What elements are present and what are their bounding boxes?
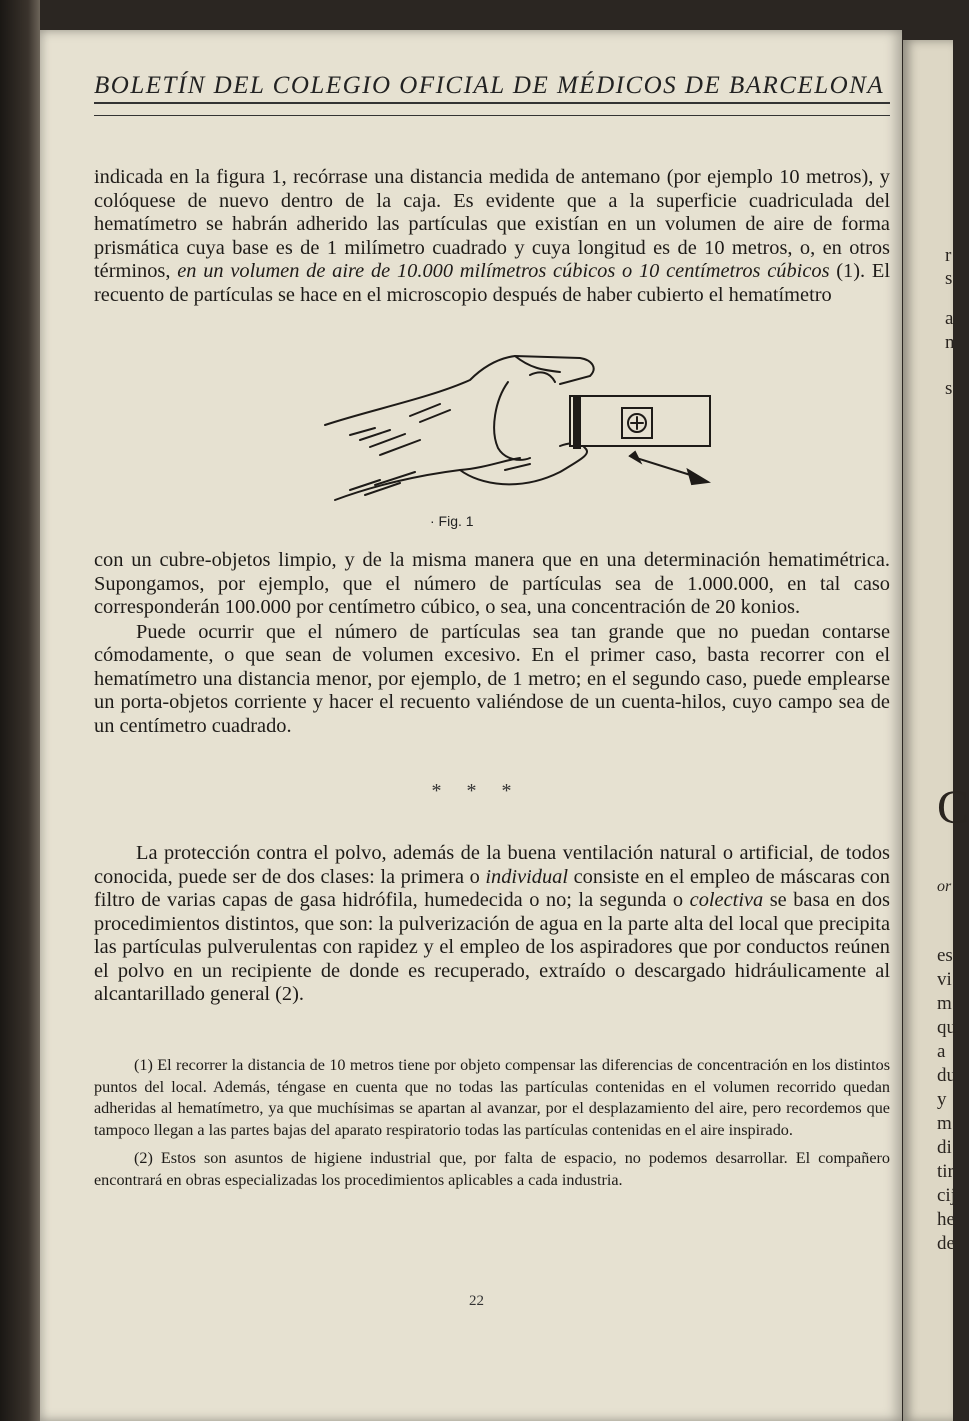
adjacent-page-edge: [903, 40, 969, 1421]
paragraph-text: se basa en dos procedimientos distintos, que son: la pulverización de agua en la parte alta del local que precipita las partículas pulverulentas con rapidez y el empleo de los aspiradores que por conductos reúnen el polvo en un recipiente de donde es recuperado, extraído o descargado hidráulicamente al alcantarillado general (2).: [94, 889, 890, 1005]
paragraph-protection: [94, 842, 890, 1007]
adjacent-fragment: s: [945, 378, 953, 399]
adjacent-fragment: du: [937, 1065, 956, 1086]
adjacent-fragment: s: [945, 268, 953, 289]
footnote-2: (2) Estos son asuntos de higiene industrial que, por falta de espacio, no podemos desarrollar. El compañero encontrará en obras especializadas los procedimientos aplicables a cada industria.: [94, 1148, 890, 1189]
adjacent-fragment: m: [937, 1113, 952, 1134]
footnotes: [94, 1055, 890, 1191]
figure-caption: · Fig. 1: [430, 513, 474, 529]
running-header: BOLETÍN DEL COLEGIO OFICIAL DE MÉDICOS DE BARCELONA: [94, 72, 890, 104]
paragraph-middle: [94, 549, 890, 738]
adjacent-fragment: qu: [937, 1017, 956, 1038]
paragraph-text: (1). El recuento de partículas se hace en el microscopio después de haber cubierto el hematímetro: [94, 260, 891, 306]
paragraph-text: Puede ocurrir que el número de partículas sea tan grande que no puedan contarse cómodamente, o que sean de volumen excesivo. En el primer caso, basta recorrer con el hematímetro una distancia menor, por ejemplo, de 1 metro; en el segundo caso, puede emplearse un porta-objetos corriente y hacer el recuento valiéndose de un cuenta-hilos, cuyo campo sea de un centímetro cuadrado.: [94, 620, 890, 737]
paragraph-italic: en un volumen de aire de 10.000 milímetros cúbicos o 10 centímetros cúbicos: [177, 260, 830, 282]
page-number: 22: [469, 1293, 484, 1309]
adjacent-fragment: tir: [937, 1161, 954, 1182]
adjacent-fragment: or: [937, 878, 952, 895]
adjacent-fragment: a: [937, 1041, 946, 1062]
adjacent-fragment: es: [937, 945, 953, 966]
adjacent-fragment: y: [937, 1089, 947, 1110]
adjacent-fragment: vi: [937, 969, 952, 990]
paragraph-top: [94, 166, 890, 307]
adjacent-fragment: he: [937, 1209, 955, 1230]
paragraph-italic: individual: [485, 865, 569, 888]
adjacent-fragment: C: [937, 781, 969, 834]
paragraph-text: con un cubre-objetos limpio, y de la misma manera que en una determinación hematimétrica. Supongamos, por ejemplo, que el número de partículas sea de 1.000.000, en tal caso corresponderán 100.000 por centímetro cúbico, o sea, una concentración de 20 konios.: [94, 549, 890, 618]
paragraph-text: indicada en la figura 1, recórrase una distancia medida de antemano (por ejemplo 10 metros), y colóquese de nuevo dentro de la caja. Es evidente que a la superficie cuadriculada del hematímetro se habrán adherido las partículas que existían en un volumen de aire de forma prismática cuya base es de 1 milímetro cuadrado y cuya longitud es de 10 metros, o, en otros términos,: [94, 166, 890, 282]
adjacent-fragment: m: [937, 993, 952, 1014]
adjacent-fragment: r: [945, 245, 952, 266]
figure-hand-hematimeter: [280, 320, 730, 510]
adjacent-fragment: de: [937, 1233, 955, 1254]
footnote-1: (1) El recorrer la distancia de 10 metros tiene por objeto compensar las diferencias de concentración en los distintos puntos del local. Además, téngase en cuenta que no todas las partículas contenidas en el volumen recorrido quedan adheridas al hematímetro, ya que muchísimas se apartan al avanzar, por el desplazamiento del aire, pero recordemos que tampoco llegan a las partes bajas del aparato respiratorio todas las partículas contenidas en el aire inspirado.: [94, 1056, 890, 1140]
binding-shadow: [0, 0, 40, 1421]
paragraph-italic: colectiva: [689, 889, 764, 911]
section-separator: * * *: [431, 780, 522, 802]
paragraph-text: La protección contra el polvo, además de la buena ventilación natural o artificial, de todos conocida, puede ser de dos clases: la primera o: [94, 842, 890, 888]
header-rule: [94, 115, 890, 116]
adjacent-fragment: cij: [937, 1185, 956, 1206]
adjacent-fragment: a: [945, 308, 954, 329]
adjacent-fragment: n: [945, 332, 955, 353]
paragraph-text: consiste en el empleo de máscaras con filtro de varias capas de gasa hidrófila, humedecida o no; la segunda o: [94, 865, 890, 911]
adjacent-fragment: di: [937, 1137, 952, 1158]
